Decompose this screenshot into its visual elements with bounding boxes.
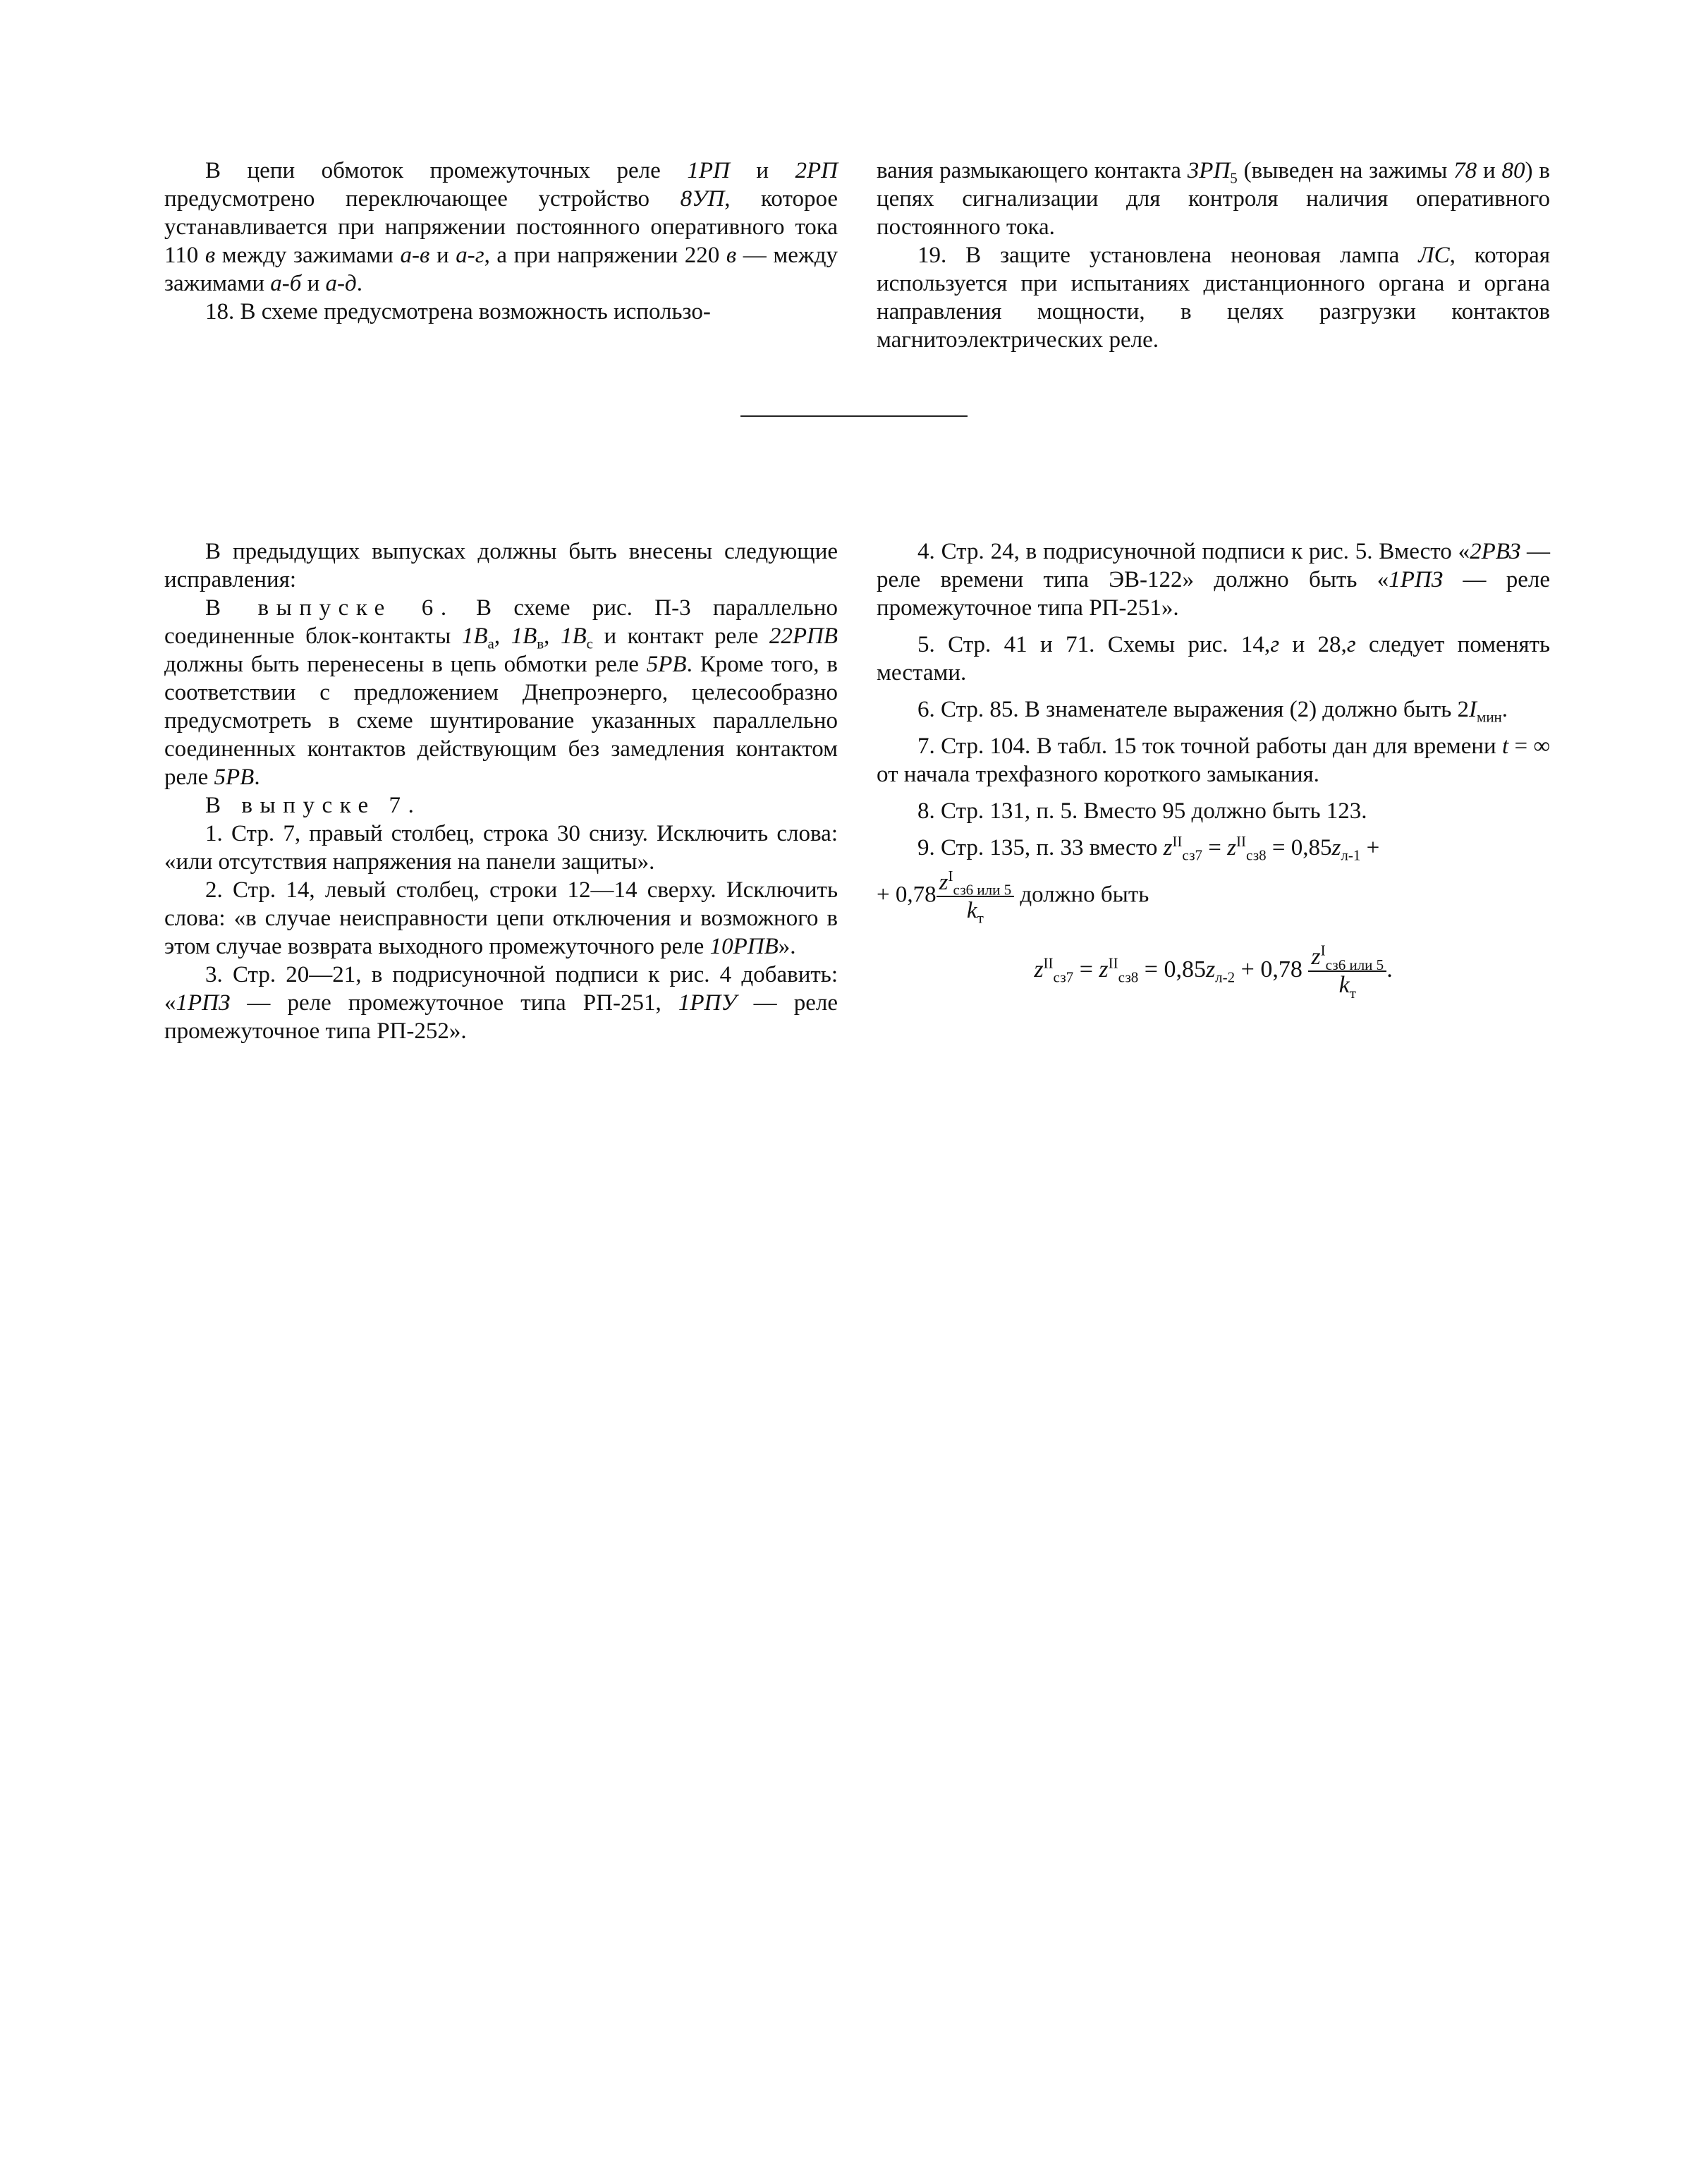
errata-item-2: 2. Стр. 14, левый столбец, строки 12—14 сверху. Исключить слова: «в случае неисправности цепи отключения и возможного в этом случае возврата выходного промежуточного реле 10РПВ». [164,877,838,959]
fraction-old: $\frac{z^I_{сз6 или 5}}{k_т}$ [937,872,1014,921]
errata-item-7: 7. Стр. 104. В табл. 15 ток точной работы дан для времени t = ∞ от начала трехфазного короткого замыкания. [877,734,1550,787]
top-left-column [164,157,838,326]
errata-issue-7-heading: В выпуске 7. [205,793,422,818]
fraction-corrected: $\frac{z^I_{сз6 или 5}}{k_т}$ [1308,947,1386,996]
formula-old-part2: + 0,78 $\frac{z^I_{сз6 или 5}}{k_т}$ должно быть [877,868,1149,927]
formula-old-part1: $z^{II}_{сз7} = z^{II}_{сз8} = 0,85z_{л-1}$ + [1163,833,1380,864]
errata-item-4: 4. Стр. 24, в подрисуночной подписи к рис. 5. Вместо «2РВЗ — реле времени типа ЭВ-122» должно быть «1РПЗ — реле промежуточное типа РП-251». [877,539,1551,621]
errata-item-1: 1. Стр. 7, правый столбец, строка 30 снизу. Исключить слова: «или отсутствия напряжения на панели защиты». [164,821,838,875]
paragraph-relay-windings: В цепи обмоток промежуточных реле 1РП и 2РП предусмотрено переключающее устройство 8УП, которое устанавливается при напряжении постоянного оперативного тока 110 в между зажимами а-в и а-г, а при напряжении 220 в — между зажимами а-б и а-д. [164,158,838,296]
formula-corrected: $z^{II}_{сз7} = z^{II}_{сз8} = 0,85z_{л-2} + 0,78$ $\frac{z^I_{сз6 или 5}}{k_т}$ . [1034,942,1393,1002]
paragraph-item-18-continued: вания размыкающего контакта $3РП_5$ (выведен на зажимы 78 и 80) в цепях сигнализации для контроля наличия оперативного постоянного тока. [877,158,1550,240]
errata-right-column [877,537,1551,1002]
errata-item-3: 3. Стр. 20—21, в подрисуночной подписи к рис. 4 добавить: «1РПЗ — реле промежуточное типа РП-251, 1РПУ — реле промежуточное типа РП-252». [164,962,838,1044]
errata-item-8: 8. Стр. 131, п. 5. Вместо 95 должно быть 123. [917,798,1367,824]
errata-issue-6: В выпуске 6. В схеме рис. П-3 параллельно соединенные блок-контакты $1В_а$, $1В_в$, $1В_с$ и контакт реле 22РПВ должны быть перенесены в цепь обмотки реле 5РВ. Кроме того, в соответствии с предложением Днепроэнерго, целесообразно предусмотреть в схеме шунтирование указанных параллельно соединенных контактов действующим без замедления контактом реле 5РВ. [164,595,838,790]
section-divider [740,415,968,417]
paragraph-item-19: 19. В защите установлена неоновая лампа ЛС, которая используется при испытаниях дистанционного органа и органа направления мощности, в целях разгрузки контактов магнитоэлектрических реле. [877,243,1550,353]
errata-item-9: 9. Стр. 135, п. 33 вместо $z^{II}_{сз7} = z^{II}_{сз8} = 0,85z_{л-1}$ + [917,833,1380,864]
top-right-column [877,157,1550,354]
paragraph-item-18: 18. В схеме предусмотрена возможность использо- [205,299,711,324]
errata-intro: В предыдущих выпусках должны быть внесены следующие исправления: [164,539,838,592]
errata-item-5: 5. Стр. 41 и 71. Схемы рис. 14,г и 28,г следует поменять местами. [877,632,1550,686]
errata-left-column [164,537,838,1045]
errata-item-6: 6. Стр. 85. В знаменателе выражения (2) должно быть $2I_{мин}$. [917,697,1508,726]
